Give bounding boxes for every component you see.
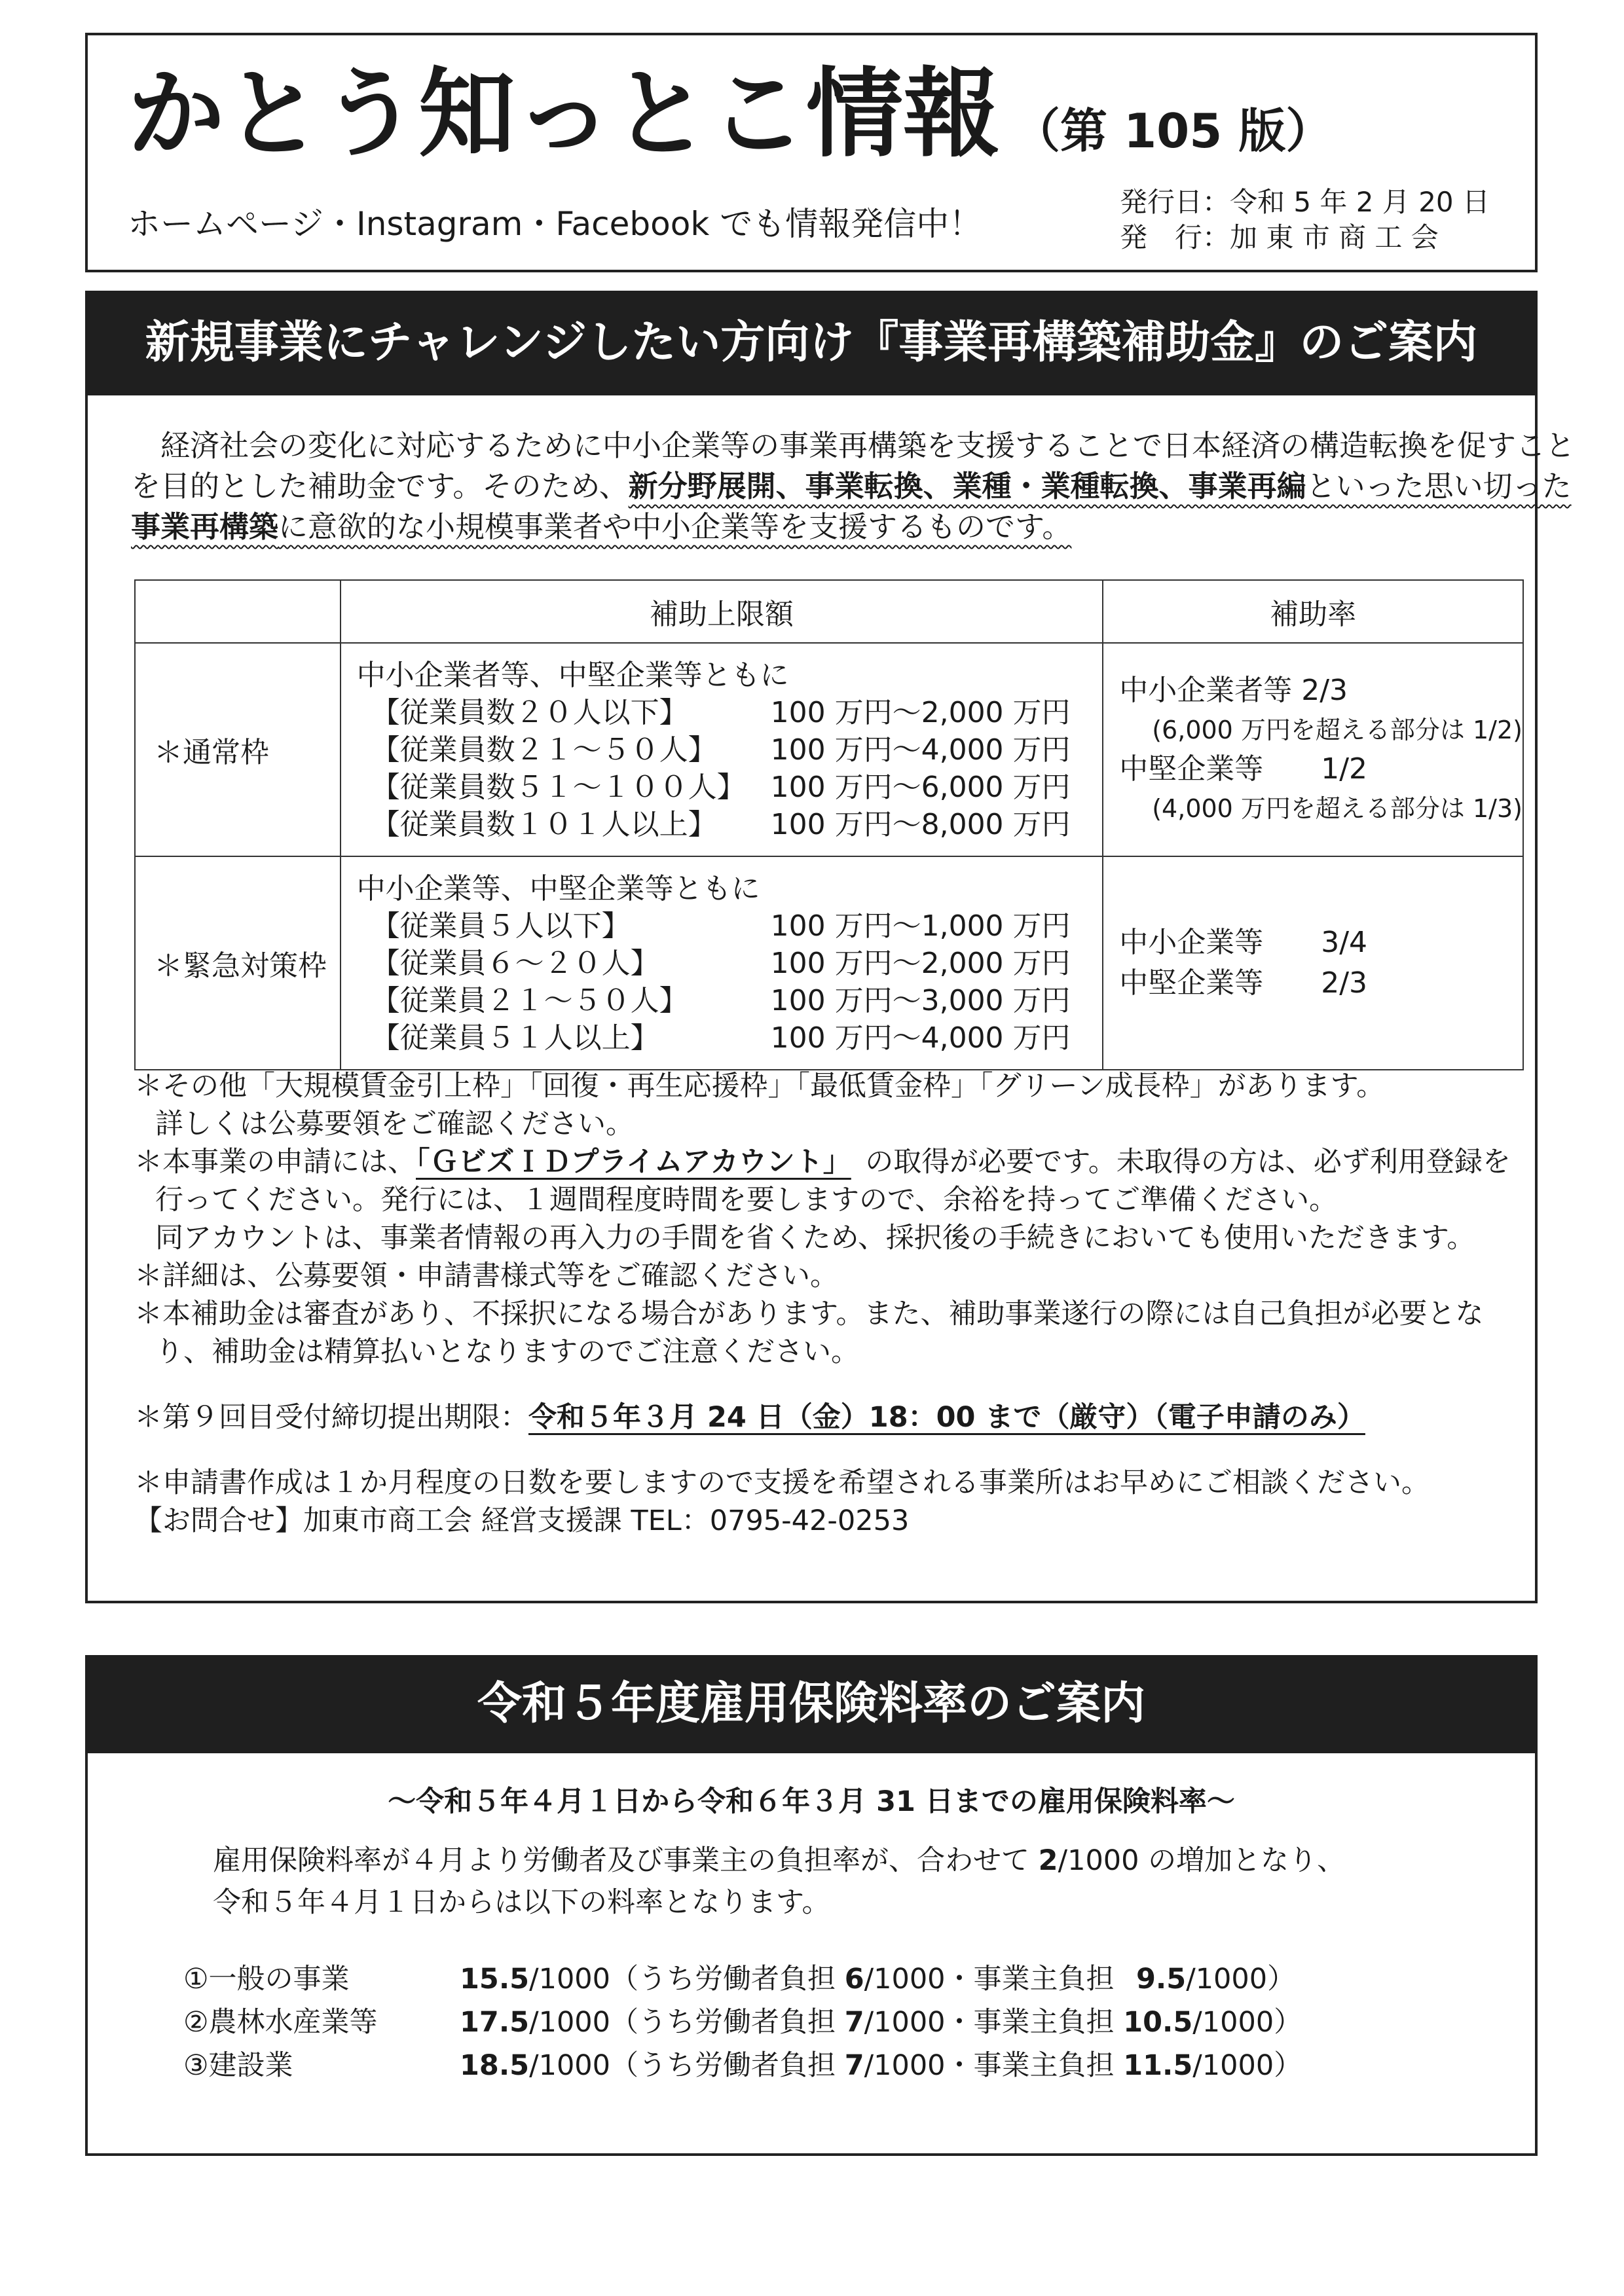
tier-amount: 100 万円～2,000 万円 [770, 946, 1071, 980]
tier-amount: 100 万円～4,000 万円 [770, 733, 1071, 767]
table-header-row [135, 580, 1523, 643]
deadline-value: 令和５年３月 24 日（金）18：00 まで（厳守）（電子申請のみ） [528, 1401, 1365, 1434]
tier-employees: 【従業員数５１～１００人】 [371, 770, 746, 804]
section2-title-band [85, 1655, 1538, 1753]
row-label-emergency: ＊緊急対策枠 [135, 856, 341, 1070]
tagline: ホームページ・Instagram・Facebook でも情報発信中！ [128, 205, 982, 243]
limit-lead: 中小企業等、中堅企業等ともに [356, 871, 760, 905]
publisher: 発 行：加 東 市 商 工 会 [1120, 221, 1439, 253]
limit-tier [357, 731, 1103, 769]
rate-suffix: ） [1267, 1963, 1296, 1995]
tier-employees: 【従業員２１～５０人】 [371, 983, 688, 1017]
intro-1a: 雇用保険料率が４月より労働者及び事業主の負担率が、合わせて [213, 1844, 1039, 1877]
worker-prefix: （うち労働者負担 [610, 1963, 845, 1995]
rate-label: ③建設業 [183, 2049, 293, 2082]
section2-subtitle: ～令和５年４月１日から令和６年３月 31 日までの雇用保険料率～ [388, 1785, 1235, 1818]
rate-sme: 中小企業等 3/4 [1119, 926, 1368, 959]
tier-amount: 100 万円～6,000 万円 [770, 770, 1071, 804]
table-header-rate: 補助率 [1103, 580, 1523, 643]
note-screening-2: り、補助金は精算払いとなりますのでご注意ください。 [155, 1336, 859, 1368]
tier-amount: 100 万円～4,000 万円 [770, 1021, 1071, 1055]
section1-intro [131, 426, 1576, 547]
rate-suffix: ） [1274, 2049, 1302, 2082]
note-gbiz [134, 1143, 1536, 1181]
rate-per: /1000 [1186, 1963, 1268, 1995]
row-label-regular: ＊通常枠 [135, 643, 341, 856]
rate-label: ①一般の事業 [183, 1963, 350, 1995]
rate-per: /1000 [1192, 2006, 1274, 2039]
intro-1b: 2 [1038, 1844, 1058, 1877]
intro-p2c: といった思い切った [1306, 469, 1572, 503]
note-gbiz-3: 同アカウントは、事業者情報の再入力の手間を省くため、採択後の手続きにおいても使用いただきます。 [155, 1222, 1475, 1254]
rate-row [183, 2044, 1302, 2087]
limit-tier [357, 769, 1103, 806]
limit-tier [357, 982, 1103, 1019]
rate-worker: 6 [844, 1963, 864, 1995]
section2-title: 令和５年度雇用保険料率のご案内 [477, 1678, 1145, 1730]
rate-sme-note: (6,000 万円を超える部分は 1/2) [1152, 716, 1522, 744]
rates-list [183, 1958, 1302, 2087]
limit-tier [357, 1019, 1103, 1057]
table-row [135, 856, 1523, 1070]
intro-1c: /1000 の増加となり、 [1058, 1844, 1346, 1877]
tier-amount: 100 万円～2,000 万円 [770, 695, 1071, 729]
section1-notes [134, 1067, 1536, 1540]
employer-prefix: ・事業主負担 [945, 2006, 1124, 2039]
rate-midsize-note: (4,000 万円を超える部分は 1/3) [1152, 794, 1522, 823]
rate-cell-emergency [1103, 856, 1523, 1070]
table-header-limit: 補助上限額 [341, 580, 1103, 643]
table-row [135, 643, 1523, 856]
intro-p1: 経済社会の変化に対応するために中小企業等の事業再構築を支援することで日本経済の構造転換を促すこと [160, 428, 1576, 463]
section2-intro-2: 令和５年４月１日からは以下の料率となります。 [213, 1886, 830, 1919]
tier-employees: 【従業員５人以下】 [371, 909, 631, 943]
note-gbiz-account: 「ＧビズＩＤプライムアカウント」 [416, 1146, 851, 1178]
rate-total: 18.5 [460, 2049, 530, 2082]
rate-cell-regular [1103, 643, 1523, 856]
rate-employer: 9.5 [1136, 1963, 1187, 1995]
rate-employer: 10.5 [1123, 2006, 1193, 2039]
tier-amount: 100 万円～3,000 万円 [770, 983, 1071, 1017]
section1-title: 新規事業にチャレンジしたい方向け『事業再構築補助金』のご案内 [145, 317, 1478, 369]
intro-line-3 [131, 507, 1539, 547]
rate-per: /1000 [529, 2049, 611, 2082]
tier-employees: 【従業員数２０人以下】 [371, 695, 688, 729]
note-gbiz-2: 行ってください。発行には、１週間程度時間を要しますので、余裕を持ってご準備ください。 [155, 1184, 1338, 1216]
section2-intro-1 [213, 1838, 1345, 1878]
rate-per: /1000 [1192, 2049, 1274, 2082]
edition-label: （第 105 版） [1013, 103, 1333, 158]
limit-cell-regular [341, 643, 1103, 856]
worker-prefix: （うち労働者負担 [610, 2006, 845, 2039]
employer-prefix: ・事業主負担 [945, 2049, 1124, 2082]
intro-line-2 [131, 466, 1572, 507]
note-details: ＊詳細は、公募要領・申請書様式等をご確認ください。 [134, 1260, 838, 1292]
note-other-frames-2: 詳しくは公募要領をご確認ください。 [155, 1108, 634, 1140]
subsidy-table [134, 579, 1524, 1070]
tier-employees: 【従業員数１０１人以上】 [371, 807, 717, 841]
intro-p3a: 事業再構築 [131, 509, 279, 544]
tier-employees: 【従業員数２１～５０人】 [371, 733, 717, 767]
rate-total: 15.5 [460, 1963, 530, 1995]
deadline [134, 1398, 1536, 1436]
limit-cell-emergency [341, 856, 1103, 1070]
rate-per: /1000 [864, 1963, 946, 1995]
intro-line-1 [131, 426, 1576, 466]
rate-per: /1000 [864, 2006, 946, 2039]
intro-p2b: 新分野展開、事業転換、業種・業種転換、事業再編 [628, 469, 1306, 503]
section1-title-band [85, 291, 1538, 395]
limit-tier [357, 945, 1103, 982]
rate-midsize: 中堅企業等 2/3 [1119, 966, 1368, 1000]
rate-label: ②農林水産業等 [183, 2006, 378, 2039]
rate-worker: 7 [844, 2006, 864, 2039]
employer-prefix: ・事業主負担 [945, 1963, 1124, 1995]
rate-per: /1000 [529, 1963, 611, 1995]
note-other-frames: ＊その他「大規模賃金引上枠」「回復・再生応援枠」「最低賃金枠」「グリーン成長枠」があります。 [134, 1070, 1385, 1102]
rate-employer: 11.5 [1123, 2049, 1193, 2082]
rate-worker: 7 [844, 2049, 864, 2082]
note-gbiz-c: の取得が必要です。未取得の方は、必ず利用登録を [865, 1146, 1511, 1178]
rate-total: 17.5 [460, 2006, 530, 2039]
rate-per: /1000 [529, 2006, 611, 2039]
rate-row [183, 1958, 1302, 2001]
rate-midsize: 中堅企業等 1/2 [1119, 752, 1368, 786]
tier-amount: 100 万円～1,000 万円 [770, 909, 1071, 943]
deadline-label: ＊第９回目受付締切提出期限： [134, 1401, 528, 1434]
table-header-blank [135, 580, 341, 643]
limit-tier [357, 694, 1103, 731]
limit-tier [357, 806, 1103, 843]
rate-row [183, 2001, 1302, 2044]
intro-p2a: を目的とした補助金です。そのため、 [131, 469, 629, 503]
contact-info: 【お問合せ】加東市商工会 経営支援課 TEL：0795-42-0253 [134, 1504, 910, 1537]
rate-suffix: ） [1274, 2006, 1302, 2039]
tier-amount: 100 万円～8,000 万円 [770, 807, 1071, 841]
limit-tier [357, 907, 1103, 945]
rate-sme: 中小企業者等 2/3 [1119, 674, 1348, 707]
intro-p3b: に意欲的な小規模事業者や中小企業等を支援するものです。 [278, 509, 1072, 544]
worker-prefix: （うち労働者負担 [610, 2049, 845, 2082]
page-title-text: かとう知っとこ情報 [128, 58, 1000, 170]
limit-lead: 中小企業者等、中堅企業等ともに [356, 658, 789, 692]
rate-per: /1000 [864, 2049, 946, 2082]
note-gbiz-a: ＊本事業の申請には、 [134, 1146, 416, 1178]
note-consult: ＊申請書作成は１か月程度の日数を要しますので支援を希望される事業所はお早めにご相談ください。 [134, 1467, 1430, 1499]
note-screening: ＊本補助金は審査があり、不採択になる場合があります。また、補助事業遂行の際には自己負担が必要とな [134, 1298, 1484, 1330]
tier-employees: 【従業員６～２０人】 [371, 946, 659, 980]
issued-date: 発行日：令和 5 年 2 月 20 日 [1120, 186, 1490, 218]
page-title [128, 58, 1333, 170]
tier-employees: 【従業員５１人以上】 [371, 1021, 659, 1055]
